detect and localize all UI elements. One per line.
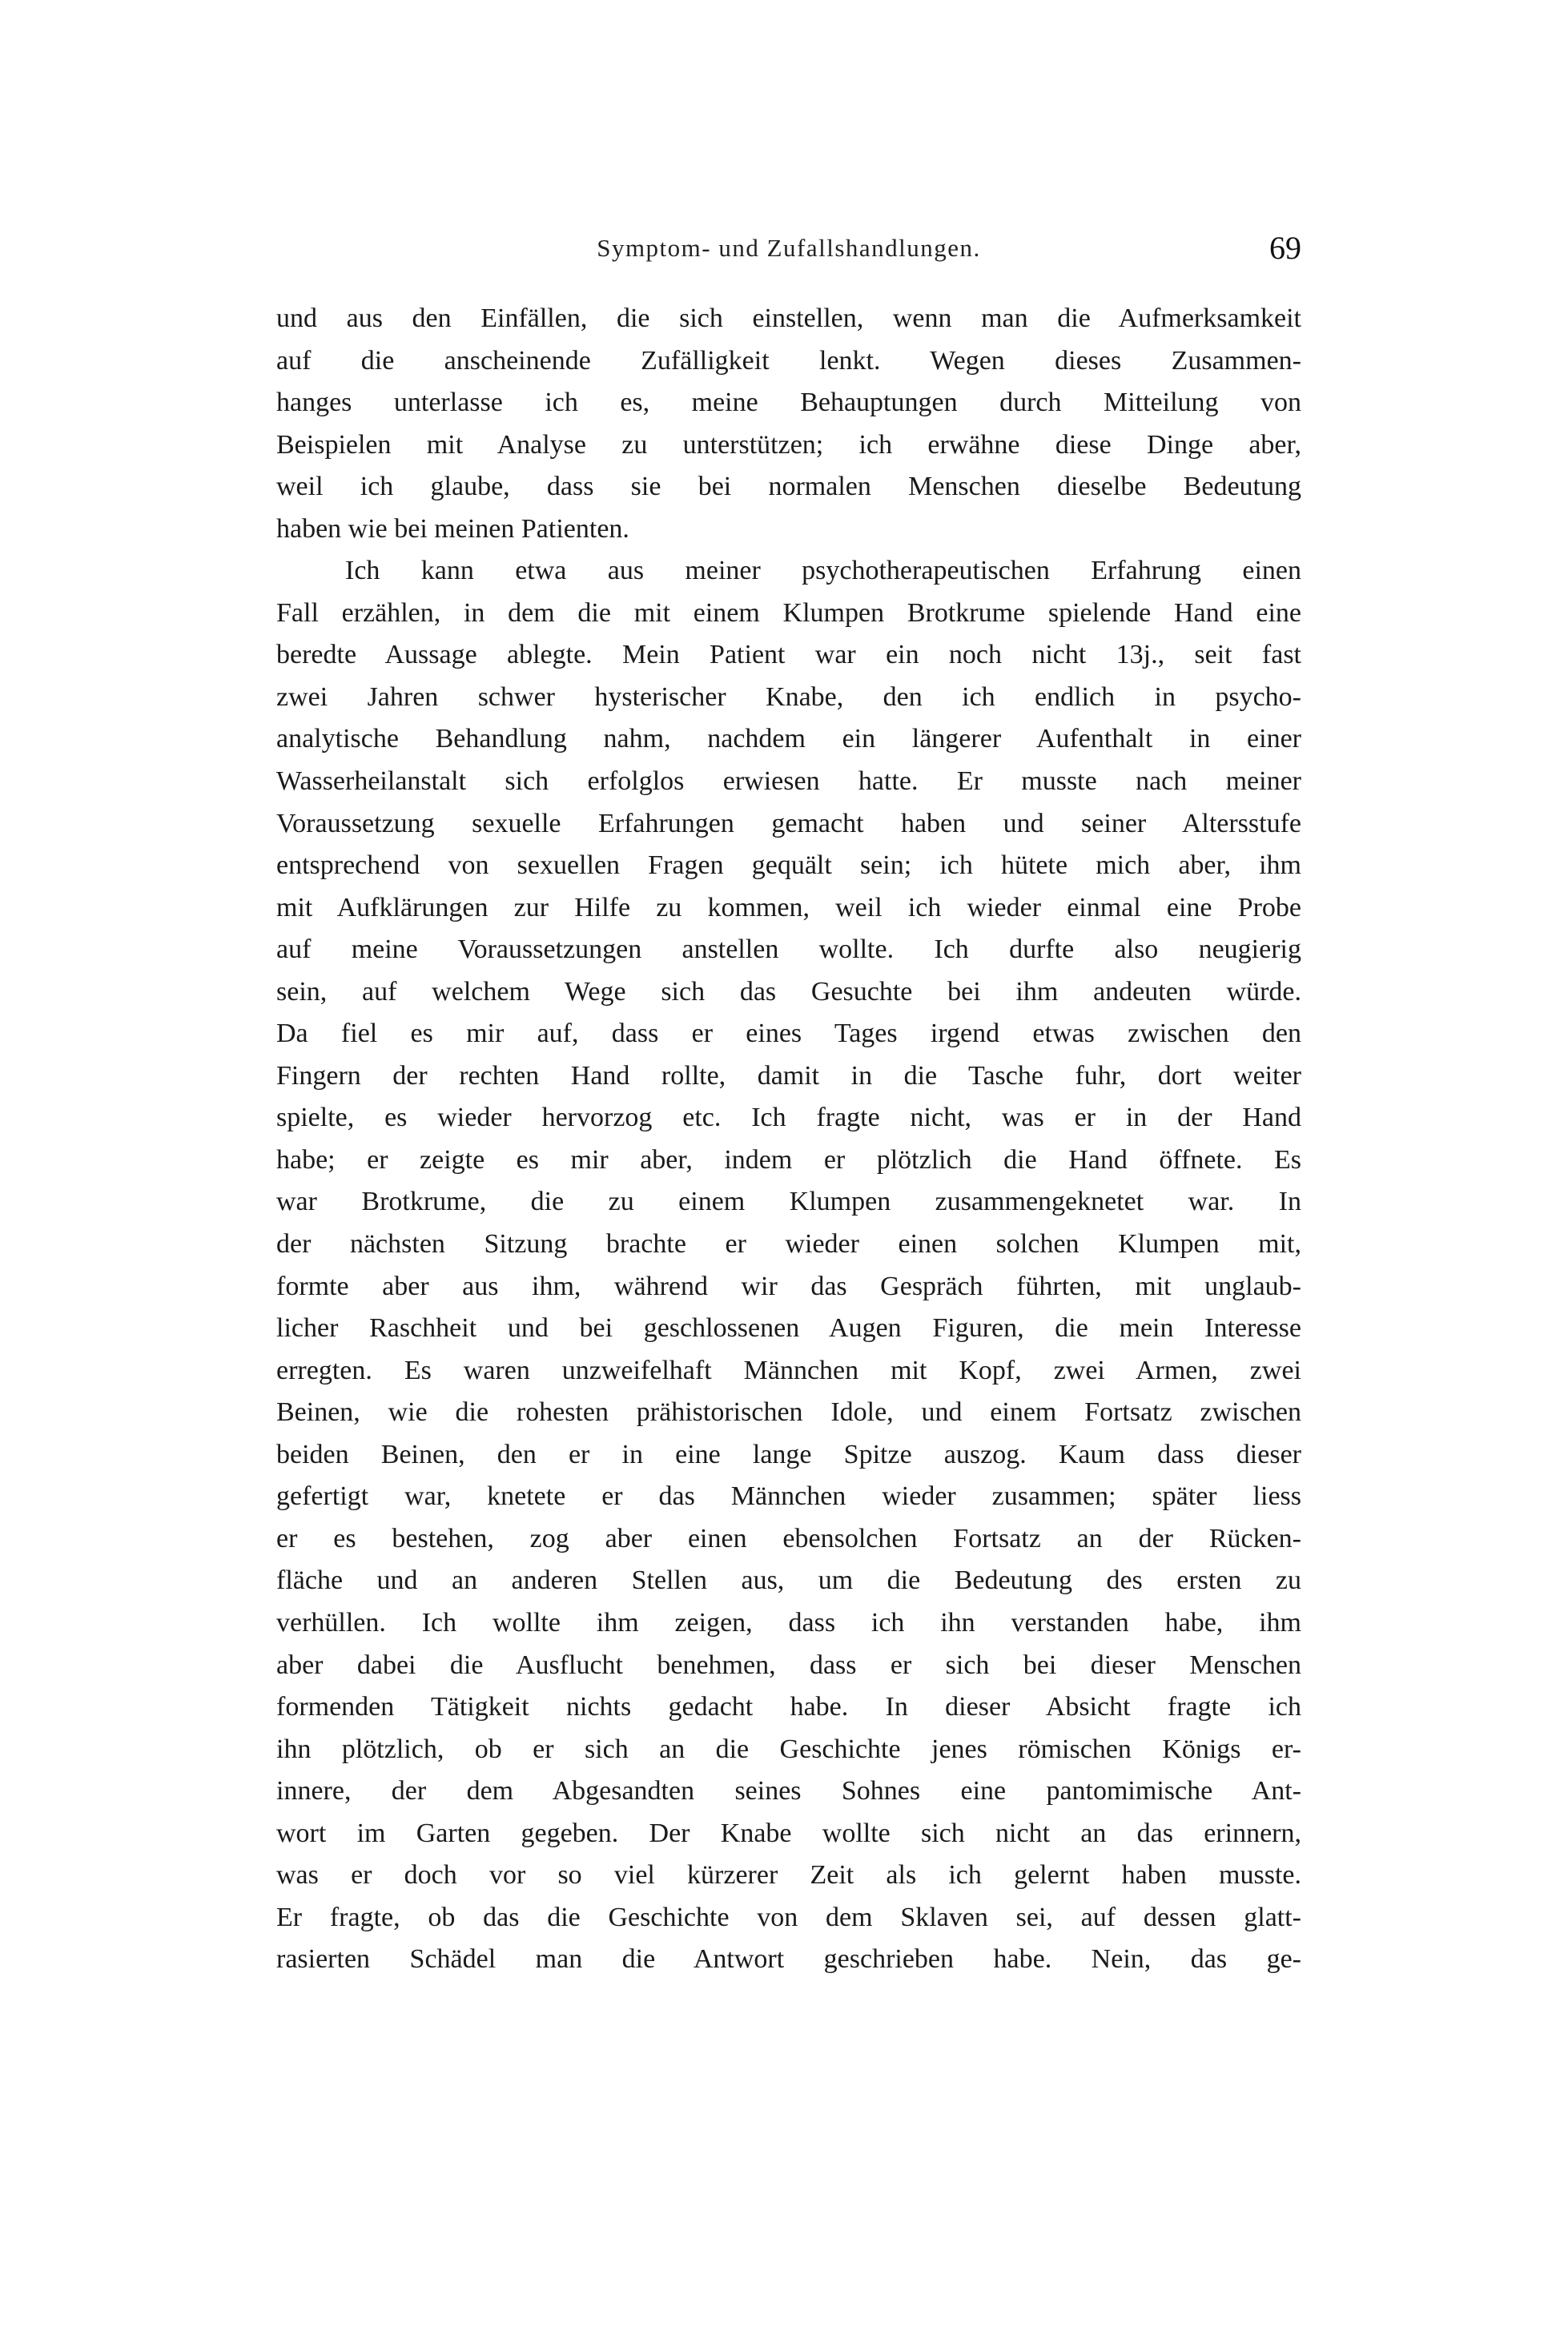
text-line: ihn plötzlich, ob er sich an die Geschichte jenes römischen Königs er- <box>276 1734 1301 1764</box>
text-line: Wasserheilanstalt sich erfolglos erwiesen hatte. Er musste nach meiner <box>276 766 1301 797</box>
paragraph-1 <box>276 298 1301 550</box>
running-head <box>276 230 1301 274</box>
text-line: Voraussetzung sexuelle Erfahrungen gemacht haben und seiner Altersstufe <box>276 808 1301 838</box>
text-line: wort im Garten gegeben. Der Knabe wollte sich nicht an das erinnern, <box>276 1818 1301 1848</box>
text-line: Da fiel es mir auf, dass er eines Tages irgend etwas zwischen den <box>276 1019 1301 1049</box>
text-line: der nächsten Sitzung brachte er wieder einen solchen Klumpen mit, <box>276 1229 1301 1260</box>
text-line: sein, auf welchem Wege sich das Gesuchte bei ihm andeuten würde. <box>276 976 1301 1007</box>
text-line: mit Aufklärungen zur Hilfe zu kommen, weil ich wieder einmal eine Probe <box>276 892 1301 922</box>
text-line: er es bestehen, zog aber einen ebensolchen Fortsatz an der Rücken- <box>276 1523 1301 1553</box>
text-line: formenden Tätigkeit nichts gedacht habe. In dieser Absicht fragte ich <box>276 1692 1301 1722</box>
text-line: beiden Beinen, den er in eine lange Spitze auszog. Kaum dass dieser <box>276 1439 1301 1469</box>
text-line: Fall erzählen, in dem die mit einem Klumpen Brotkrume spielende Hand eine <box>276 597 1301 628</box>
text-line: hanges unterlasse ich es, meine Behauptungen durch Mitteilung von <box>276 388 1301 418</box>
text-line: spielte, es wieder hervorzog etc. Ich fragte nicht, was er in der Hand <box>276 1103 1301 1133</box>
text-line: aber dabei die Ausflucht benehmen, dass er sich bei dieser Menschen <box>276 1650 1301 1680</box>
page-number: 69 <box>1269 230 1301 266</box>
paragraph-2 <box>276 550 1301 1981</box>
text-line: auf die anscheinende Zufälligkeit lenkt. Wegen dieses Zusammen- <box>276 345 1301 376</box>
text-line: auf meine Voraussetzungen anstellen wollte. Ich durfte also neugierig <box>276 934 1301 965</box>
text-line: und aus den Einfällen, die sich einstellen, wenn man die Aufmerksamkeit <box>276 303 1301 333</box>
text-line: analytische Behandlung nahm, nachdem ein längerer Aufenthalt in einer <box>276 724 1301 754</box>
text-line: erregten. Es waren unzweifelhaft Männchen mit Kopf, zwei Armen, zwei <box>276 1355 1301 1385</box>
text-line: Er fragte, ob das die Geschichte von dem Sklaven sei, auf dessen glatt- <box>276 1902 1301 1932</box>
text-line: zwei Jahren schwer hysterischer Knabe, den ich endlich in psycho- <box>276 681 1301 712</box>
text-line: was er doch vor so viel kürzerer Zeit als ich gelernt haben musste. <box>276 1860 1301 1891</box>
text-line: entsprechend von sexuellen Fragen gequält sein; ich hütete mich aber, ihm <box>276 850 1301 881</box>
text-line: innere, der dem Abgesandten seines Sohnes eine pantomimische Ant- <box>276 1776 1301 1806</box>
text-line: weil ich glaube, dass sie bei normalen Menschen dieselbe Bedeutung <box>276 472 1301 502</box>
text-line: Beispielen mit Analyse zu unterstützen; ich erwähne diese Dinge aber, <box>276 429 1301 460</box>
text-line: haben wie bei meinen Patienten. <box>276 513 629 544</box>
text-line: gefertigt war, knetete er das Männchen wieder zusammen; später liess <box>276 1481 1301 1512</box>
text-line: rasierten Schädel man die Antwort geschrieben habe. Nein, das ge- <box>276 1944 1301 1975</box>
text-line: verhüllen. Ich wollte ihm zeigen, dass ich ihn verstanden habe, ihm <box>276 1607 1301 1638</box>
text-line: Beinen, wie die rohesten prähistorischen Idole, und einem Fortsatz zwischen <box>276 1397 1301 1428</box>
text-line: war Brotkrume, die zu einem Klumpen zusammengeknetet war. In <box>276 1187 1301 1217</box>
text-line: formte aber aus ihm, während wir das Gespräch führten, mit unglaub- <box>276 1271 1301 1301</box>
text-line: beredte Aussage ablegte. Mein Patient war ein noch nicht 13j., seit fast <box>276 640 1301 670</box>
text-line: fläche und an anderen Stellen aus, um die Bedeutung des ersten zu <box>276 1565 1301 1596</box>
text-line: Fingern der rechten Hand rollte, damit in die Tasche fuhr, dort weiter <box>276 1060 1301 1091</box>
text-line: licher Raschheit und bei geschlossenen Augen Figuren, die mein Interesse <box>276 1313 1301 1344</box>
body-text <box>276 298 1301 1981</box>
text-line: habe; er zeigte es mir aber, indem er plötzlich die Hand öffnete. Es <box>276 1144 1301 1175</box>
running-title: Symptom- und Zufallshandlungen. <box>597 234 981 262</box>
text-line: Ich kann etwa aus meiner psychotherapeutischen Erfahrung einen <box>345 556 1301 586</box>
